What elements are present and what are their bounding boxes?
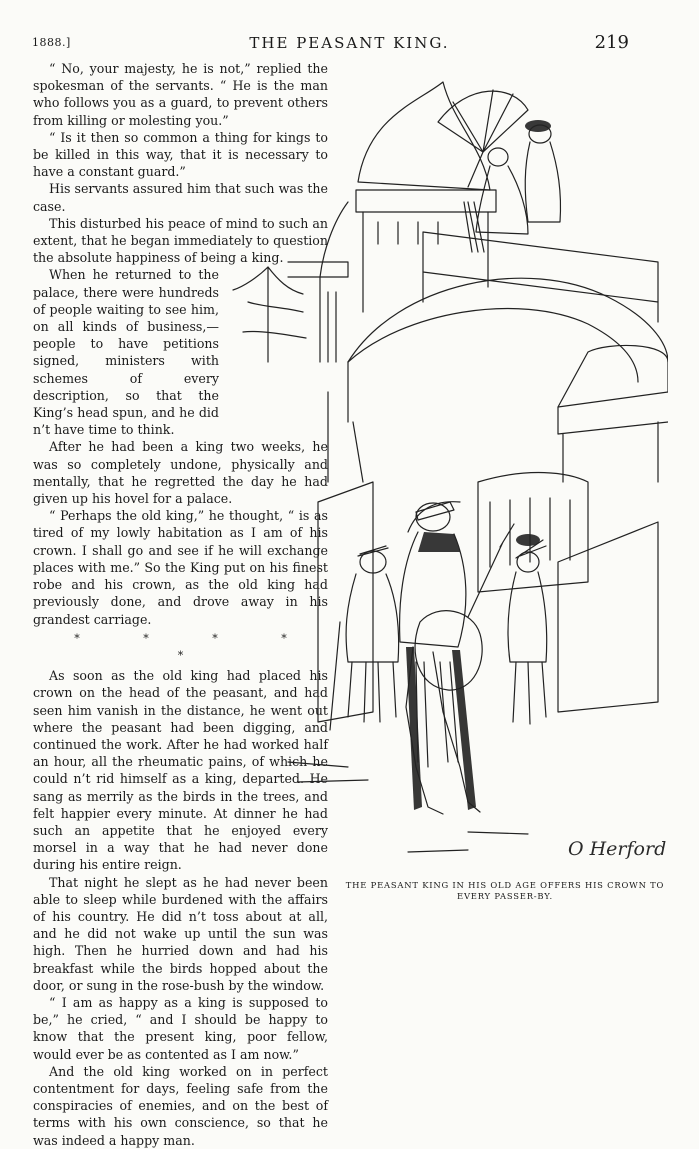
paragraph: After he had been a king two weeks, he was so completely undone, physically and mentally, that he regretted the day he had given up his hovel for a palace. xyxy=(33,439,328,507)
palace-arch xyxy=(348,278,668,362)
header-year: 1888.] xyxy=(32,36,71,49)
paragraph: “ Perhaps the old king,” he thought, “ is as tired of my lowly habitation as I am of his crown. I shall go and see if he will exchange places with me.” So the King put on his finest robe and his crown, as the old king had previously done, and drove away in his grandest carriage. xyxy=(33,508,328,627)
engraving-illustration xyxy=(228,62,668,872)
illustration-caption: THE PEASANT KING IN HIS OLD AGE OFFERS HIS CROWN TO EVERY PASSER-BY. xyxy=(345,880,665,901)
paragraph: This disturbed his peace of mind to such an extent, that he began immediately to question the absolute happiness of being a king. xyxy=(33,215,328,266)
tree xyxy=(233,267,306,362)
paragraph: “ I am as happy as a king is supposed to be,” he cried, “ and I should be happy to know that the present king, poor fellow, would ever be as contented as I am now.” xyxy=(33,994,328,1062)
section-separator: * * * * * xyxy=(74,631,317,662)
paragraph: As soon as the old king had placed his crown on the head of the peasant, and had seen him vanish in the distance, he went out where the peasant had been digging, and continued the work. After he had worked half an hour, all the rheumatic pains, of which he could n’t rid himself as a king, departed. He sang as merrily as the birds in the trees, and felt happier every minute. At dinner he had such an appetite that he enjoyed every morsel in a way that he had never done during his entire reign. xyxy=(33,668,328,873)
balcony xyxy=(423,232,658,302)
paragraph: “ Is it then so common a thing for kings to be killed in this way, that it is necessary to have a constant guard.” xyxy=(33,129,328,180)
paragraph: When he returned to the palace, there were hundreds of people waiting to see him, on all kinds of business,— people to have petitions signed, ministers with schemes of every description, so that the King’s head spun, and he did n’t have time to think. xyxy=(33,267,219,438)
parasol xyxy=(438,91,528,152)
paragraph: “ No, your majesty, he is not,” replied the spokesman of the servants. “ He is the man who follows you as a guard, to prevent others from killing or molesting you.” xyxy=(33,61,328,128)
artist-signature: O Herford xyxy=(568,838,667,860)
page-number: 219 xyxy=(594,32,629,53)
palace-dome xyxy=(358,82,490,190)
header-title: THE PEASANT KING. xyxy=(249,34,450,52)
running-header xyxy=(0,34,699,54)
paragraph: That night he slept as he had never been able to sleep while burdened with the affairs of his country. He did n’t toss about at all, and he did not wake up until the sun was high. Then he hurried down and had his breakfast while the birds hopped about the door, or sung in the rose-bush by the window. xyxy=(33,874,328,993)
paragraph: His servants assured him that such was the case. xyxy=(33,181,328,214)
paragraph: And the old king worked on in perfect contentment for days, feeling safe from the conspiracies of enemies, and on the best of terms with his own conscience, so that he was indeed a happy man. xyxy=(33,1063,328,1148)
